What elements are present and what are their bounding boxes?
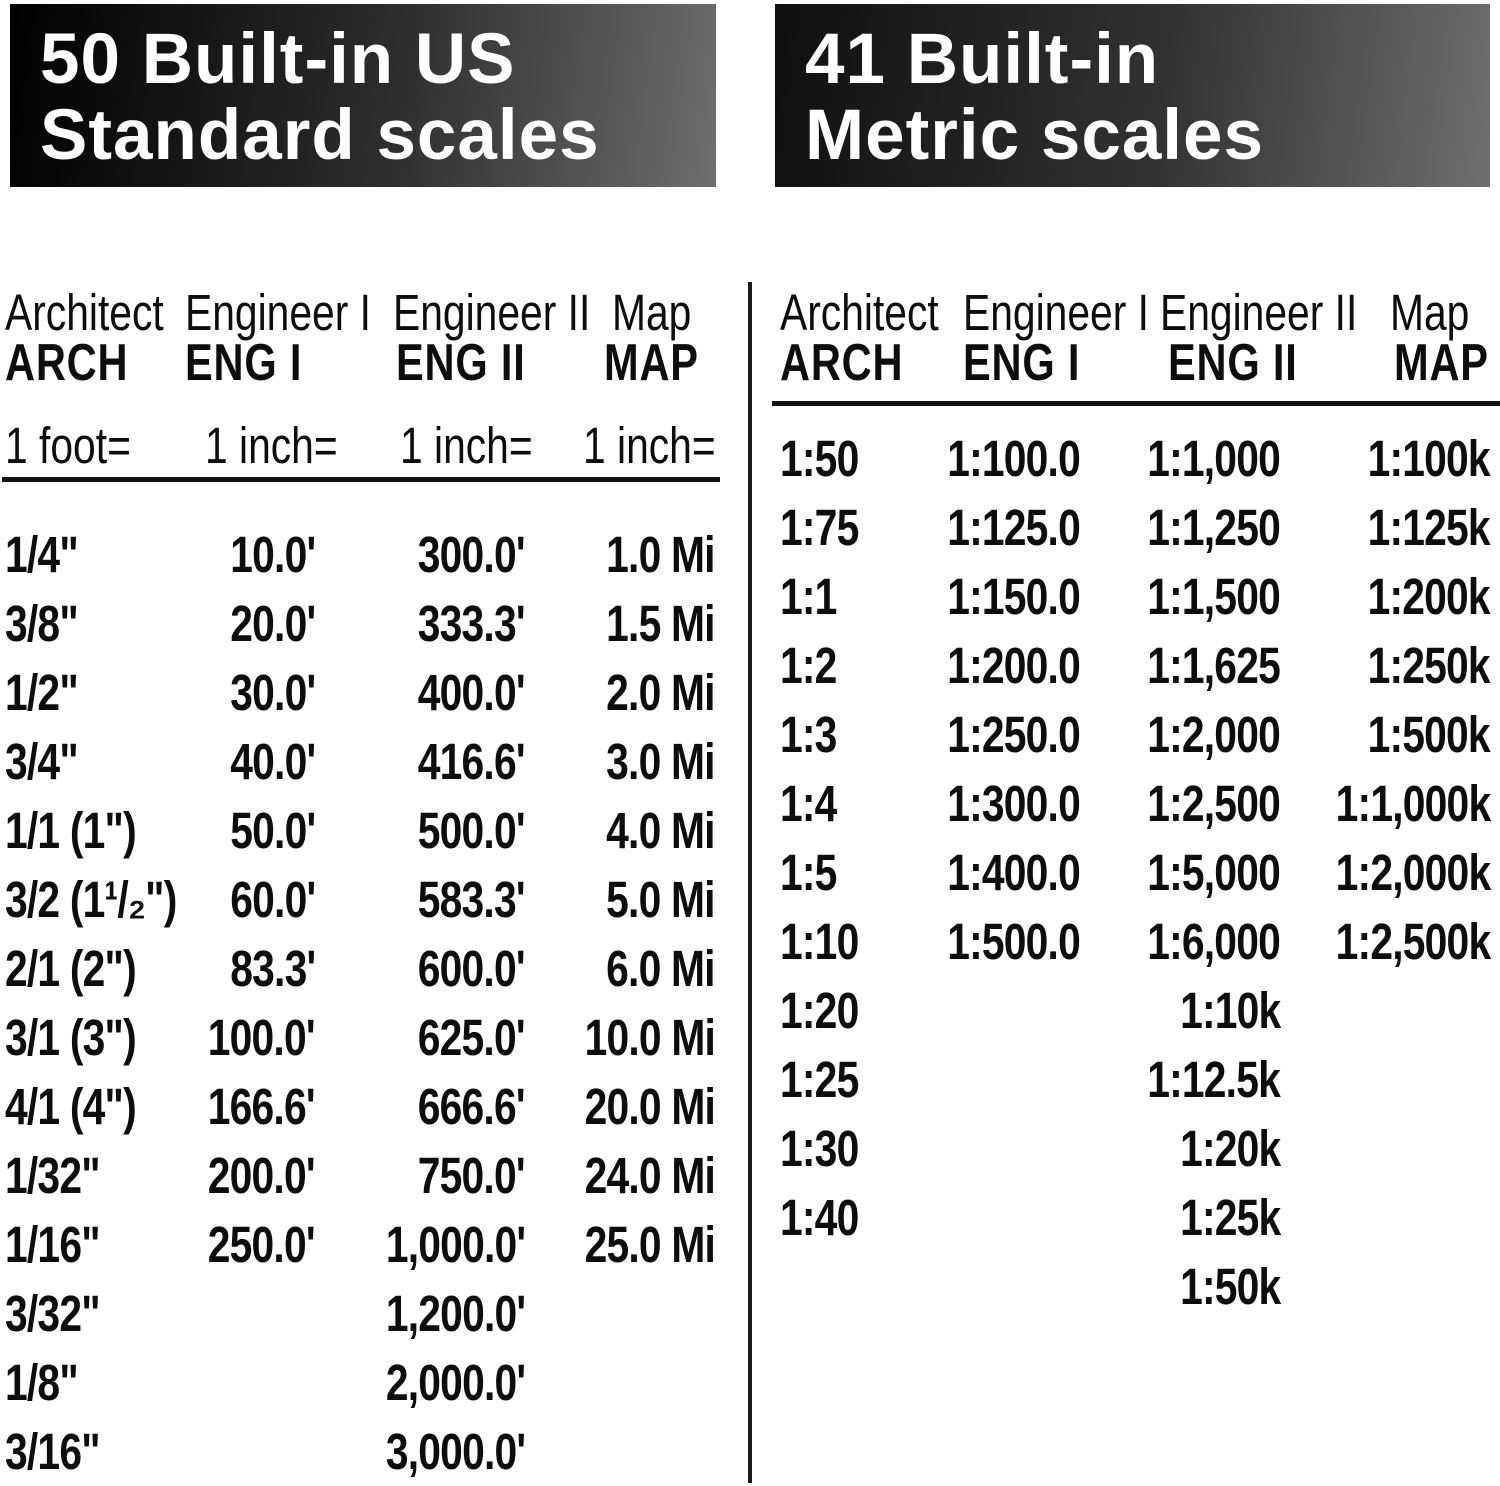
table-cell: 1/16" [5, 1216, 100, 1273]
table-cell: 200.0' [207, 1147, 315, 1204]
table-cell: 3/1 (3") [5, 1009, 136, 1066]
table-cell: 1:1,625 [1147, 637, 1280, 694]
table-cell [925, 1252, 1080, 1321]
table-cell: 1:2,000k [1335, 844, 1490, 901]
table-cell: 1:10k [1179, 982, 1280, 1039]
table-cell: 4.0 Mi [606, 802, 715, 859]
us-col-header-engineer1: Engineer I [185, 284, 371, 341]
table-cell: 10.0' [229, 526, 315, 583]
table-cell: 20.0' [229, 595, 315, 652]
table-cell: 1/8" [5, 1354, 78, 1411]
metric-col-header-engineer1: Engineer I [963, 284, 1149, 341]
table-cell: 1:2,000 [1147, 706, 1280, 763]
table-cell: 1.0 Mi [606, 526, 715, 583]
table-cell: 1:125k [1367, 499, 1490, 556]
table-cell: 750.0' [417, 1147, 525, 1204]
table-cell: 1:75 [780, 499, 859, 556]
table-cell: 1:1,250 [1147, 499, 1280, 556]
table-cell: 1/2" [5, 664, 78, 721]
table-cell: 1:150.0 [947, 568, 1080, 625]
table-cell [925, 976, 1080, 1045]
table-cell: 1:250k [1367, 637, 1490, 694]
us-col-unit-map: 1 inch= [583, 417, 716, 474]
table-cell [1280, 976, 1490, 1045]
table-cell: 3/32" [5, 1285, 100, 1342]
table-cell: 1:25 [780, 1051, 859, 1108]
table-cell: 1:2,500k [1335, 913, 1490, 970]
table-cell: 1:100k [1367, 430, 1490, 487]
table-cell: 625.0' [417, 1009, 525, 1066]
us-col-unit-eng2: 1 inch= [400, 417, 533, 474]
metric-banner-line1: 41 Built-in [805, 20, 1160, 99]
metric-col-header-eng1-abbr: ENG I [963, 334, 1081, 392]
table-cell: 30.0' [229, 664, 315, 721]
us-col-header-architect: Architect [5, 284, 164, 341]
table-cell: 1:5 [780, 844, 837, 901]
metric-col-header-map: Map [1390, 284, 1470, 341]
table-cell [1280, 1252, 1490, 1321]
table-cell: 1:500k [1367, 706, 1490, 763]
table-cell [1280, 1183, 1490, 1252]
table-cell: 1:125.0 [947, 499, 1080, 556]
table-cell: 100.0' [207, 1009, 315, 1066]
table-cell: 1:12.5k [1147, 1051, 1280, 1108]
us-col-unit-eng1: 1 inch= [205, 417, 338, 474]
table-cell: 1:400.0 [947, 844, 1080, 901]
table-cell: 1/1 (1") [5, 802, 136, 859]
table-cell: 5.0 Mi [606, 871, 715, 928]
table-cell: 333.3' [417, 595, 525, 652]
table-cell [525, 1348, 715, 1417]
table-cell: 1:20 [780, 982, 859, 1039]
us-standard-table-body [5, 520, 715, 1486]
metric-col-header-arch-abbr: ARCH [780, 334, 904, 392]
table-cell: 1:5,000 [1147, 844, 1280, 901]
table-cell [175, 1279, 315, 1348]
table-cell: 1:500.0 [947, 913, 1080, 970]
table-cell: 2,000.0' [385, 1354, 525, 1411]
table-cell [175, 1348, 315, 1417]
table-cell [925, 1114, 1080, 1183]
table-cell: 1:1,500 [1147, 568, 1280, 625]
table-cell: 1:1,000 [1147, 430, 1280, 487]
table-cell [525, 1279, 715, 1348]
table-cell: 1:10 [780, 913, 859, 970]
us-col-header-engineer2: Engineer II [393, 284, 591, 341]
table-cell: 1:40 [780, 1189, 859, 1246]
table-cell: 1:3 [780, 706, 837, 763]
table-cell: 1:50k [1179, 1258, 1280, 1315]
table-cell: 1,000.0' [385, 1216, 525, 1273]
table-cell: 1:2,500 [1147, 775, 1280, 832]
table-cell [175, 1417, 315, 1486]
table-cell: 1:50 [780, 430, 859, 487]
us-col-header-map-abbr: MAP [604, 334, 699, 392]
table-cell: 60.0' [229, 871, 315, 928]
table-cell: 2.0 Mi [606, 664, 715, 721]
table-cell: 416.6' [417, 733, 525, 790]
table-cell: 1:100.0 [947, 430, 1080, 487]
metric-col-header-eng2-abbr: ENG II [1168, 334, 1298, 392]
us-standard-banner-line2: Standard scales [40, 96, 600, 175]
table-cell: 1:1,000k [1335, 775, 1490, 832]
table-cell: 1:4 [780, 775, 837, 832]
us-standard-banner [10, 4, 716, 187]
table-cell: 2/1 (2") [5, 940, 136, 997]
table-cell: 3/16" [5, 1423, 100, 1480]
us-col-unit-arch: 1 foot= [5, 417, 131, 474]
table-cell: 40.0' [229, 733, 315, 790]
table-cell [1280, 1114, 1490, 1183]
table-cell: 4/1 (4") [5, 1078, 136, 1135]
table-cell: 1:1 [780, 568, 837, 625]
table-cell: 300.0' [417, 526, 525, 583]
table-cell: 1/4" [5, 526, 78, 583]
table-cell: 1:2 [780, 637, 837, 694]
metric-col-header-engineer2: Engineer II [1160, 284, 1358, 341]
metric-table-header-rule [772, 401, 1500, 406]
table-cell: 50.0' [229, 802, 315, 859]
table-cell: 250.0' [207, 1216, 315, 1273]
table-cell: 83.3' [229, 940, 315, 997]
table-cell: 1:6,000 [1147, 913, 1280, 970]
table-cell: 1:30 [780, 1120, 859, 1177]
table-cell: 583.3' [417, 871, 525, 928]
table-cell: 166.6' [207, 1078, 315, 1135]
table-cell: 1,200.0' [385, 1285, 525, 1342]
table-cell: 3/4" [5, 733, 78, 790]
table-cell [775, 1252, 925, 1321]
table-cell: 1.5 Mi [606, 595, 715, 652]
table-cell: 10.0 Mi [584, 1009, 715, 1066]
us-standard-banner-line1: 50 Built-in US [40, 20, 516, 99]
table-cell: 1:250.0 [947, 706, 1080, 763]
metric-table-body [775, 424, 1490, 1321]
table-cell: 6.0 Mi [606, 940, 715, 997]
table-cell [925, 1183, 1080, 1252]
table-cell: 666.6' [417, 1078, 525, 1135]
table-cell [525, 1417, 715, 1486]
table-cell: 1:200.0 [947, 637, 1080, 694]
table-cell: 3/2 (1¹/₂") [5, 871, 177, 928]
table-cell: 600.0' [417, 940, 525, 997]
table-cell: 24.0 Mi [584, 1147, 715, 1204]
metric-banner [775, 4, 1490, 187]
table-cell: 1:20k [1179, 1120, 1280, 1177]
metric-col-header-map-abbr: MAP [1394, 334, 1489, 392]
table-cell: 1/32" [5, 1147, 100, 1204]
table-cell: 1:25k [1179, 1189, 1280, 1246]
table-cell: 20.0 Mi [584, 1078, 715, 1135]
table-cell: 1:300.0 [947, 775, 1080, 832]
metric-col-header-architect: Architect [780, 284, 939, 341]
table-cell: 400.0' [417, 664, 525, 721]
metric-banner-line2: Metric scales [805, 96, 1265, 175]
table-cell: 1:200k [1367, 568, 1490, 625]
us-col-header-eng2-abbr: ENG II [396, 334, 526, 392]
table-cell: 3/8" [5, 595, 78, 652]
table-cell: 500.0' [417, 802, 525, 859]
table-cell: 3.0 Mi [606, 733, 715, 790]
table-cell [925, 1045, 1080, 1114]
table-cell: 3,000.0' [385, 1423, 525, 1480]
us-col-header-map: Map [612, 284, 692, 341]
us-col-header-eng1-abbr: ENG I [185, 334, 303, 392]
us-table-header-rule [2, 477, 720, 482]
us-col-header-arch-abbr: ARCH [5, 334, 129, 392]
table-cell: 25.0 Mi [584, 1216, 715, 1273]
table-cell [1280, 1045, 1490, 1114]
